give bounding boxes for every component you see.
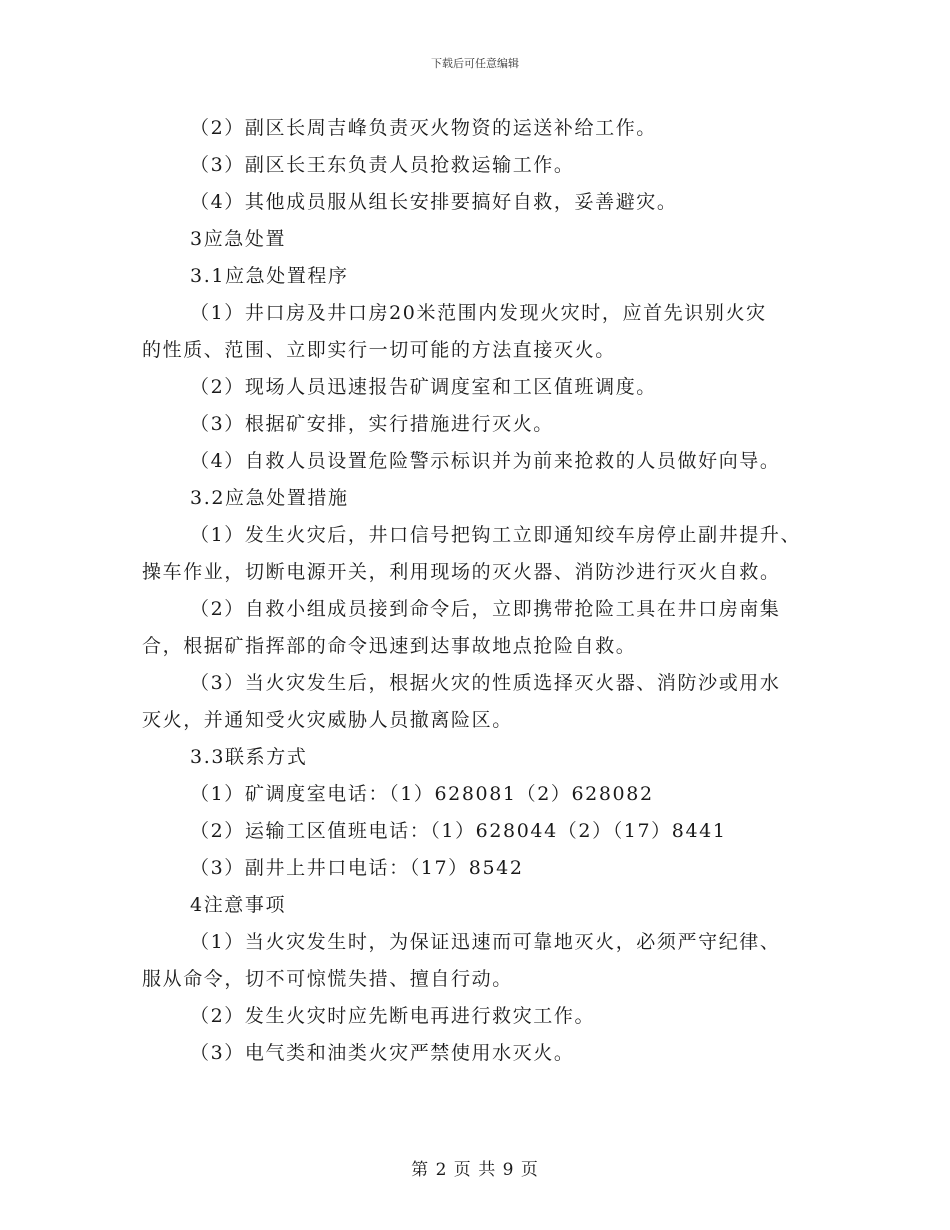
body-line: （1）当火灾发生时，为保证迅速而可靠地灭火，必须严守纪律、 xyxy=(190,931,781,953)
subsection-heading: 3.3联系方式 xyxy=(190,746,308,768)
body-line: （4）自救人员设置危险警示标识并为前来抢救的人员做好向导。 xyxy=(190,450,781,472)
body-line: 服从命令，切不可惊慌失措、擅自行动。 xyxy=(142,968,513,990)
contact-line: （3）副井上井口电话：（17）8542 xyxy=(190,857,524,879)
body-line: （4）其他成员服从组长安排要搞好自救，妥善避灾。 xyxy=(190,191,678,213)
body-line: （1）发生火灾后，井口信号把钩工立即通知绞车房停止副井提升、 xyxy=(190,524,802,546)
contact-line: （2）运输工区值班电话：（1）628044（2）（17）8441 xyxy=(190,820,727,842)
page-header: 下载后可任意编辑 xyxy=(431,57,519,70)
body-line: （3）根据矿安排，实行措施进行灭火。 xyxy=(190,413,554,435)
body-line: 合，根据矿指挥部的命令迅速到达事故地点抢险自救。 xyxy=(142,635,637,657)
body-line: 的性质、范围、立即实行一切可能的方法直接灭火。 xyxy=(142,339,616,361)
subsection-heading: 3.1应急处置程序 xyxy=(190,265,349,287)
subsection-heading: 3.2应急处置措施 xyxy=(190,487,349,509)
section-heading: 3应急处置 xyxy=(190,228,287,250)
body-line: 操车作业，切断电源开关，利用现场的灭火器、消防沙进行灭火自救。 xyxy=(142,561,781,583)
body-line: 灭火，并通知受火灾威胁人员撤离险区。 xyxy=(142,709,513,731)
body-line: （2）现场人员迅速报告矿调度室和工区值班调度。 xyxy=(190,376,657,398)
page-number: 第 2 页 共 9 页 xyxy=(411,1160,539,1180)
body-line: （2）副区长周吉峰负责灭火物资的运送补给工作。 xyxy=(190,117,657,139)
body-line: （1）井口房及井口房20米范围内发现火灾时，应首先识别火灾 xyxy=(190,302,767,324)
contact-line: （1）矿调度室电话：（1）628081（2）628082 xyxy=(190,783,654,805)
body-line: （2）自救小组成员接到命令后，立即携带抢险工具在井口房南集 xyxy=(190,598,781,620)
body-line: （2）发生火灾时应先断电再进行救灾工作。 xyxy=(190,1005,596,1027)
body-line: （3）副区长王东负责人员抢救运输工作。 xyxy=(190,154,575,176)
section-heading: 4注意事项 xyxy=(190,894,287,916)
body-line: （3）电气类和油类火灾严禁使用水灭火。 xyxy=(190,1042,575,1064)
body-line: （3）当火灾发生后，根据火灾的性质选择灭火器、消防沙或用水 xyxy=(190,672,781,694)
